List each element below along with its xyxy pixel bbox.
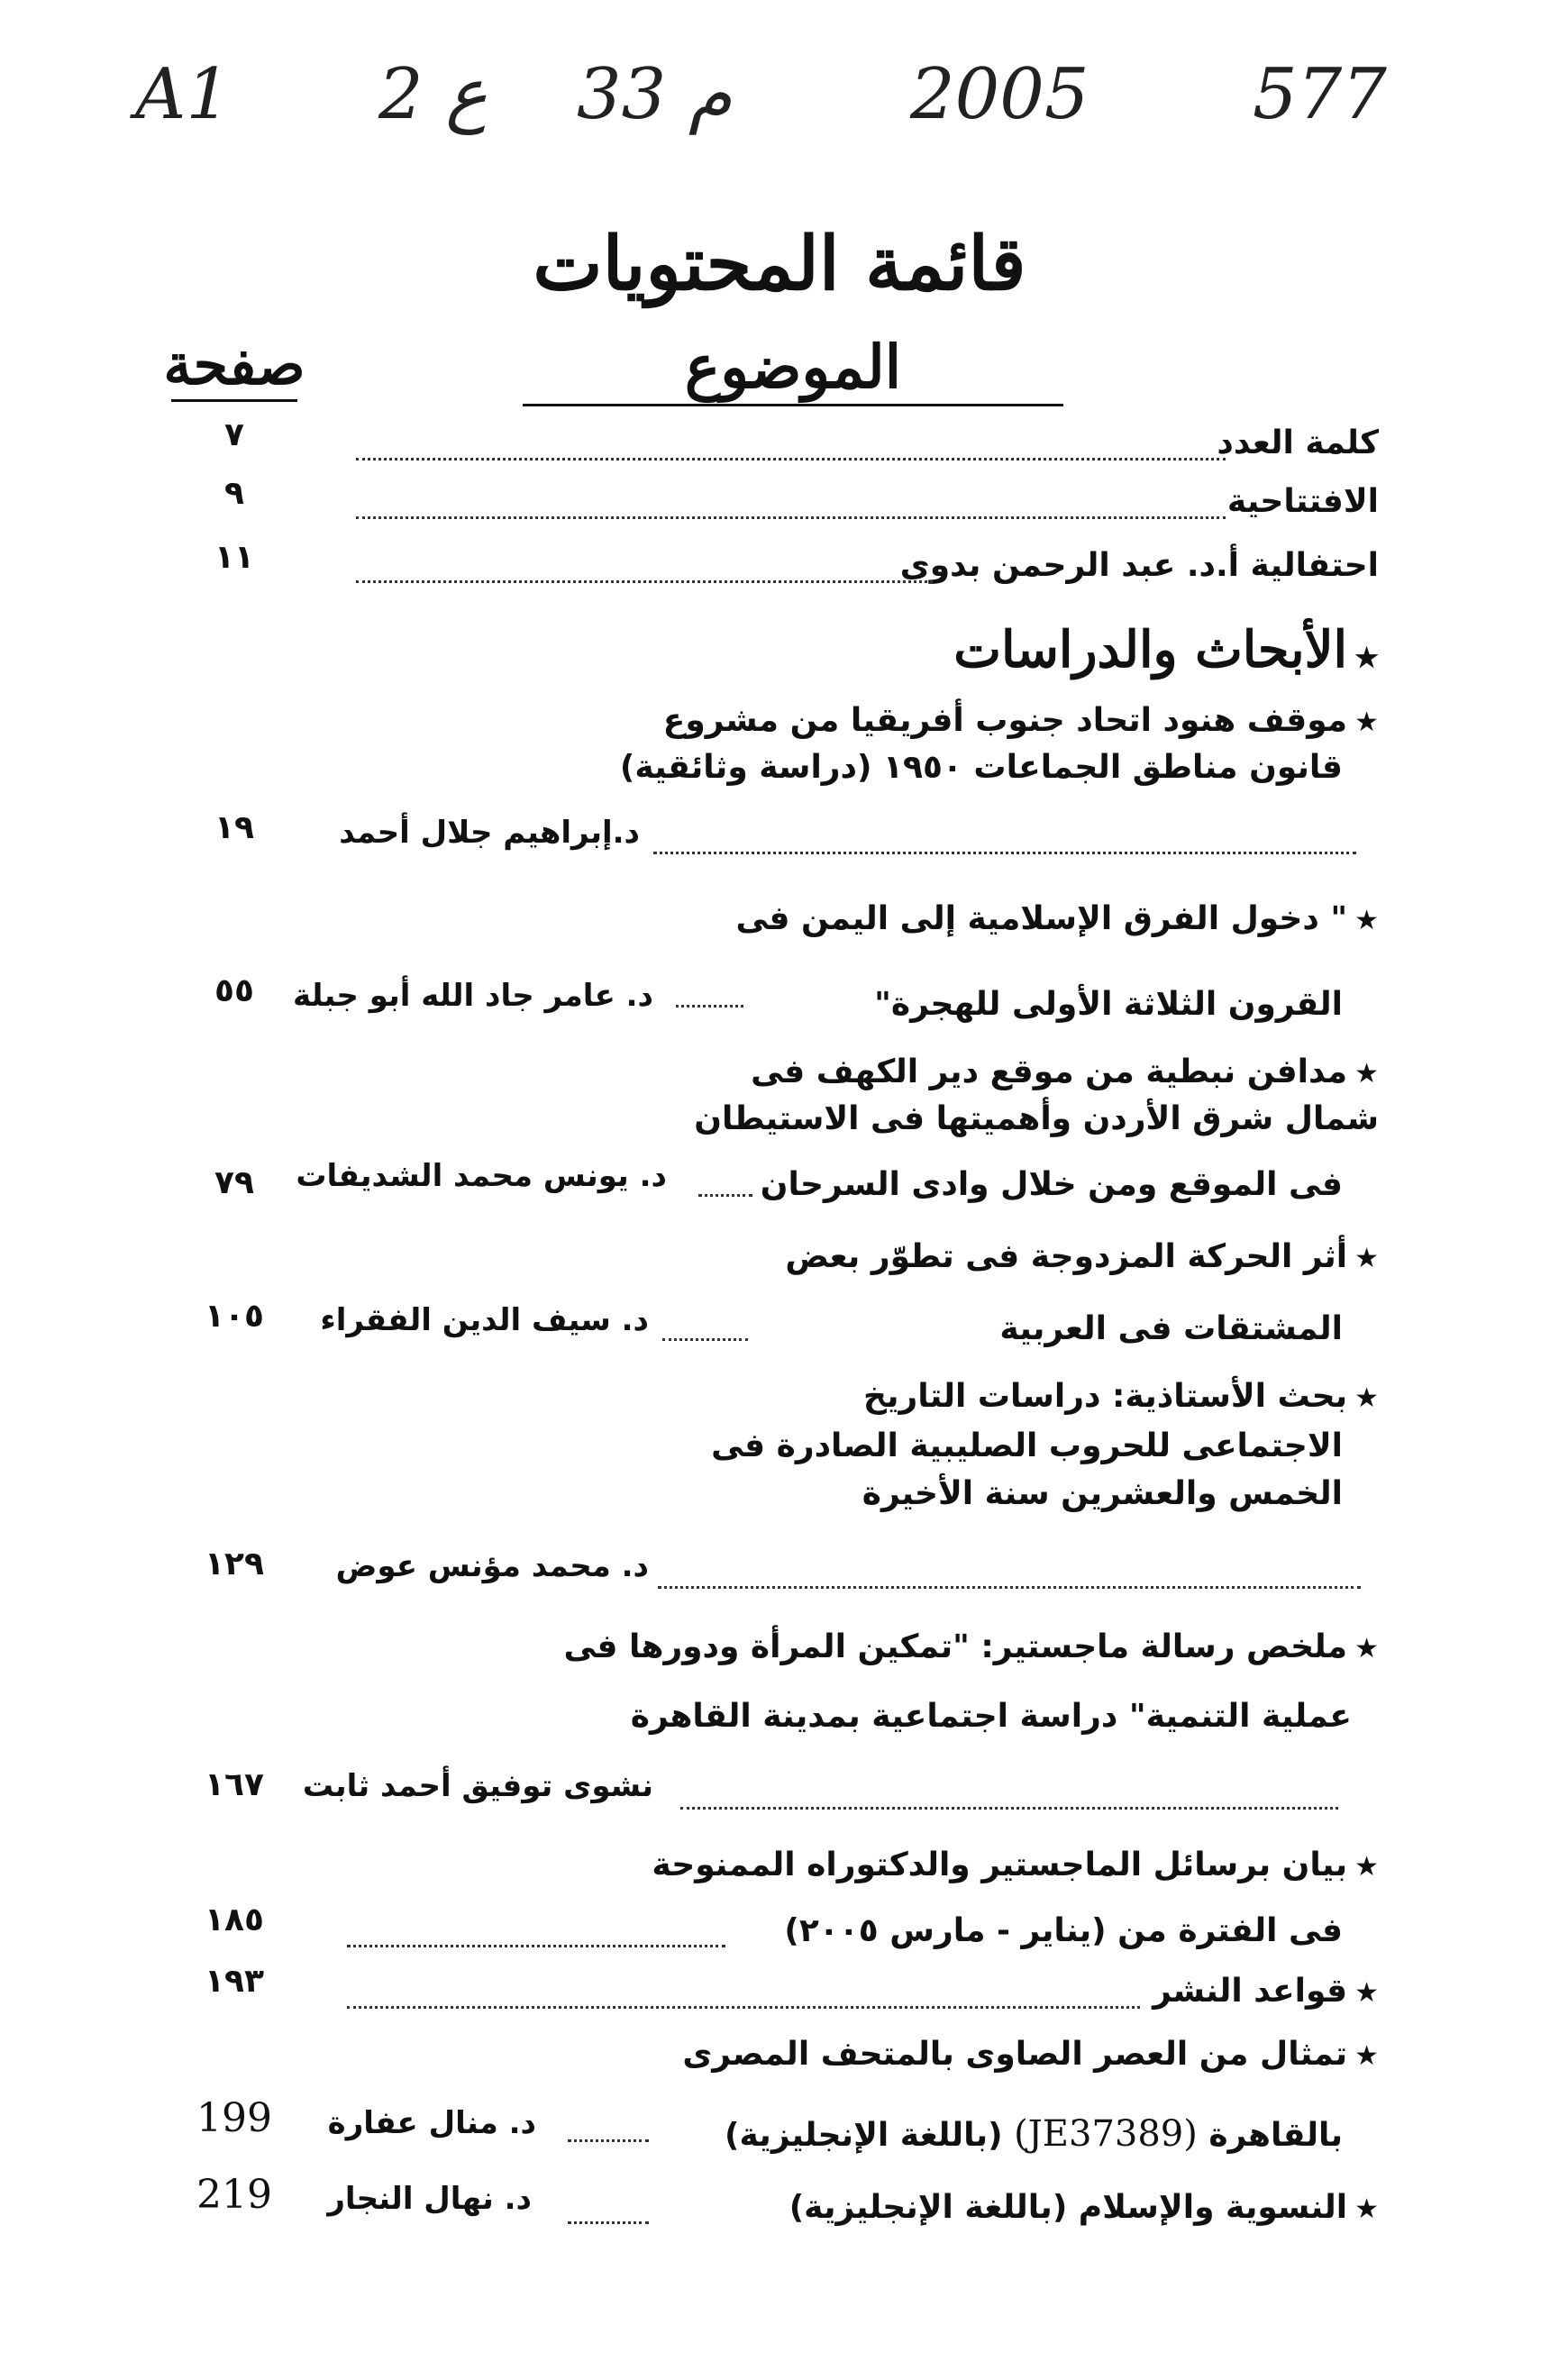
toc-entry-line: ★تمثال من العصر الصاوى بالمتحف المصرى <box>682 2036 1379 2073</box>
page-column-header: صفحة <box>153 332 315 402</box>
toc-page-number: ٧٩ <box>214 1164 254 1201</box>
star-icon: ★ <box>1354 1633 1379 1664</box>
toc-author: د.إبراهيم جلال أحمد <box>339 815 640 851</box>
toc-page-number: ١٨٥ <box>205 1901 264 1938</box>
toc-page-number: 219 <box>196 2172 272 2218</box>
dot-leader <box>698 1158 752 1197</box>
toc-entry-line: شمال شرق الأردن وأهميتها فى الاستيطان <box>694 1100 1379 1137</box>
toc-entry-line: ★أثر الحركة المزدوجة فى تطوّر بعض <box>785 1238 1379 1275</box>
handwritten-note: 2 ع <box>378 54 488 135</box>
toc-entry-line: المشتقات فى العربية <box>999 1310 1343 1347</box>
star-icon: ★ <box>1354 1977 1379 2009</box>
toc-page-number: ١٩ <box>214 809 254 846</box>
toc-entry-line: القرون الثلاثة الأولى للهجرة" <box>874 986 1343 1023</box>
dot-leader <box>653 816 1356 854</box>
star-icon: ★ <box>1354 707 1379 738</box>
section-heading <box>953 620 1379 679</box>
toc-entry-line: ★بيان برسائل الماجستير والدكتوراه الممنوحة <box>652 1847 1379 1883</box>
toc-entry-line: بالقاهرة (JE37389) (باللغة الإنجليزية) <box>725 2113 1343 2155</box>
dot-leader <box>568 2103 649 2142</box>
toc-page-number: ١٦٧ <box>205 1766 264 1803</box>
toc-entry-title: الافتتاحية <box>1226 483 1379 520</box>
dot-leader <box>568 2185 649 2224</box>
handwritten-note: 2005 <box>910 54 1089 135</box>
toc-entry-line: ★ملخص رسالة ماجستير: "تمكين المرأة ودورها فى <box>563 1628 1379 1665</box>
dot-leader <box>676 969 743 1008</box>
dot-leader <box>347 1909 725 1947</box>
star-icon: ★ <box>1354 1058 1379 1090</box>
toc-entry-line: فى الموقع ومن خلال وادى السرحان <box>760 1166 1343 1203</box>
dot-leader <box>658 1550 1361 1589</box>
toc-entry-line: ★قواعد النشر <box>1153 1973 1379 2010</box>
star-icon: ★ <box>1354 2193 1379 2225</box>
star-icon: ★ <box>1354 1851 1379 1883</box>
dot-leader <box>680 1771 1338 1810</box>
toc-entry-title: كلمة العدد <box>1217 424 1379 461</box>
toc-entry-title: احتفالية أ.د. عبد الرحمن بدوى <box>899 547 1379 584</box>
handwritten-note: 577 <box>1253 54 1387 135</box>
toc-page-number: ١٠٥ <box>205 1298 264 1335</box>
dot-leader <box>347 1970 1140 2009</box>
toc-entry-line: الخمس والعشرين سنة الأخيرة <box>862 1475 1343 1512</box>
toc-page-number: ١٢٩ <box>205 1546 264 1582</box>
toc-entry-line: ★مدافن نبطية من موقع دير الكهف فى <box>751 1053 1379 1090</box>
toc-entry-line: فى الفترة من (يناير - مارس ٢٠٠٥) <box>784 1912 1343 1949</box>
toc-author: د. عامر جاد الله أبو جبلة <box>293 978 653 1014</box>
toc-entry-line: ★" دخول الفرق الإسلامية إلى اليمن فى <box>735 900 1379 937</box>
toc-entry-line: الاجتماعى للحروب الصليبية الصادرة فى <box>711 1427 1343 1464</box>
toc-entry-line: عملية التنمية" دراسة اجتماعية بمدينة القاهرة <box>630 1698 1352 1735</box>
toc-entry-line: قانون مناطق الجماعات ١٩٥٠ (دراسة وثائقية) <box>619 749 1343 786</box>
handwritten-note: A1 <box>135 54 231 135</box>
section-heading-text: الأبحاث والدراسات <box>953 620 1348 679</box>
dot-leader <box>356 422 1226 460</box>
star-icon: ★ <box>1354 1243 1379 1274</box>
toc-page-number: 199 <box>196 2095 272 2141</box>
dot-leader <box>356 480 1226 519</box>
toc-page-number: ٧ <box>224 416 244 453</box>
toc-page-number: ١٩٣ <box>205 1963 264 2000</box>
toc-author: نشوى توفيق أحمد ثابت <box>302 1768 653 1804</box>
toc-author: د. محمد مؤنس عوض <box>335 1548 649 1584</box>
toc-author: د. نهال النجار <box>327 2181 532 2217</box>
toc-entry-line: ★موقف هنود اتحاد جنوب أفريقيا من مشروع <box>662 702 1379 739</box>
toc-page-number: ٥٥ <box>214 972 254 1009</box>
handwritten-note: 33 م <box>577 54 733 135</box>
dot-leader <box>662 1302 748 1341</box>
toc-author: د. يونس محمد الشديفات <box>296 1158 667 1194</box>
star-icon: ★ <box>1354 905 1379 936</box>
toc-page-number: ١١ <box>214 539 254 576</box>
dot-leader <box>356 544 933 583</box>
toc-page-number: ٩ <box>224 475 244 512</box>
toc-entry-line: ★بحث الأستاذية: دراسات التاريخ <box>863 1378 1379 1415</box>
toc-author: د. منال عفارة <box>327 2105 536 2141</box>
toc-author: د. سيف الدين الفقراء <box>320 1302 649 1338</box>
star-icon: ★ <box>1354 643 1379 674</box>
page-title: قائمة المحتويات <box>533 221 1026 307</box>
subject-column-header: الموضوع <box>505 332 1081 406</box>
star-icon: ★ <box>1354 2040 1379 2072</box>
toc-entry-line: ★النسوية والإسلام (باللغة الإنجليزية) <box>789 2189 1379 2226</box>
star-icon: ★ <box>1354 1382 1379 1414</box>
